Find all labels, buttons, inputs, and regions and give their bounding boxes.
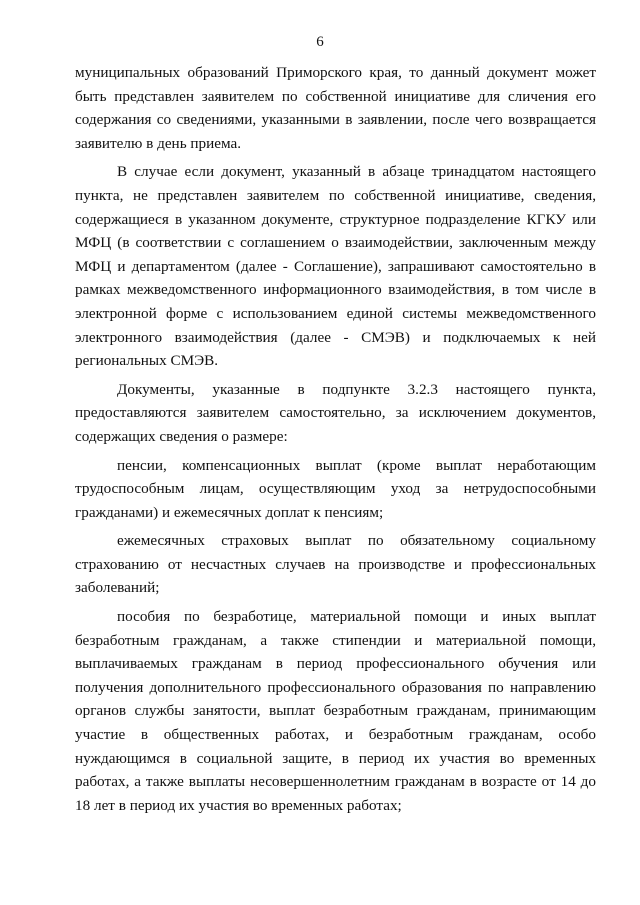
paragraph-insurance-payments: ежемесячных страховых выплат по обязательному социальному страхованию от несчастных случаев на производстве и профессиональных заболеваний;	[75, 532, 596, 597]
document-body	[75, 61, 596, 817]
paragraph-smev-request: В случае если документ, указанный в абзаце тринадцатом настоящего пункта, не представлен заявителем по собственной инициативе, сведения, содержащиеся в указанном документе, структурное подразделение КГКУ или МФЦ (в соответствии с соглашением о взаимодействии, заключенным между МФЦ и департаментом (далее - Соглашение), запрашивают самостоятельно в рамках межведомственного информационного взаимодействия, в том числе в электронной форме с использованием единой системы межведомственного электронного взаимодействия (далее - СМЭВ) и подключаемых к ней региональных СМЭВ.	[75, 163, 596, 370]
page-number: 6	[316, 34, 324, 50]
paragraph-continuation: муниципальных образований Приморского края, то данный документ может быть представлен заявителем по собственной инициативе для сличения его содержания со сведениями, указанными в заявлении, после чего возвращается заявителю в день приема.	[75, 64, 596, 152]
paragraph-unemployment-benefits: пособия по безработице, материальной помощи и иных выплат безработным гражданам, а также стипендии и материальной помощи, выплачиваемых гражданам в период профессионального обучения или получения дополнительного профессионального образования по направлению органов службы занятости, выплат безработным гражданам, принимающим участие в общественных работах, и безработным гражданам, особо нуждающимся в социальной защите, в период их участия во временных работах, а также выплаты несовершеннолетним гражданам в возрасте от 14 до 18 лет в период их участия во временных работах;	[75, 608, 596, 814]
paragraph-documents: Документы, указанные в подпункте 3.2.3 настоящего пункта, предоставляются заявителем самостоятельно, за исключением документов, содержащих сведения о размере:	[75, 380, 596, 445]
paragraph-pensions: пенсии, компенсационных выплат (кроме выплат неработающим трудоспособным лицам, осуществляющим уход за нетрудоспособными гражданами) и ежемесячных доплат к пенсиям;	[75, 456, 596, 521]
